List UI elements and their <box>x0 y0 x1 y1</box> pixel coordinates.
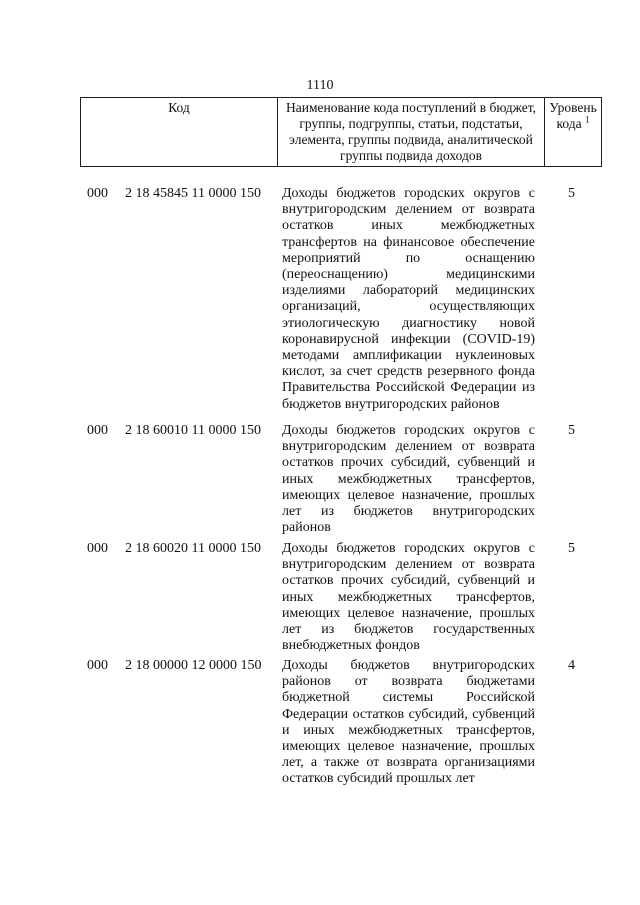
page-number: 1110 <box>306 78 334 93</box>
row-code: 2 18 45845 11 0000 150 <box>125 186 261 201</box>
row-level: 5 <box>568 423 575 438</box>
row-code: 2 18 60010 11 0000 150 <box>125 423 261 438</box>
row-code: 2 18 00000 12 0000 150 <box>125 658 262 673</box>
row-description: Доходы бюджетов городских округов с внутригородским делением от возврата остатков иных межбюджетных трансфертов на финансовое обеспечение мероприятий по оснащению (переоснащению) медицинскими изделиями лабораторий медицинских организаций, осуществляющих этиологическую диагностику новой коронавирусной инфекции (COVID-19) методами амплификации нуклеиновых кислот, за счет средств резервного фонда Правительства Российской Федерации из бюджетов внутригородских районов <box>282 186 535 412</box>
header-level <box>545 98 602 167</box>
row-prefix: 000 <box>87 541 108 556</box>
row-description: Доходы бюджетов городских округов с внутригородским делением от возврата остатков прочих субсидий, субвенций и иных межбюджетных трансфертов, имеющих целевое назначение, прошлых лет из бюджетов государственных внебюджетных фондов <box>282 541 535 654</box>
row-level: 5 <box>568 541 575 556</box>
row-prefix: 000 <box>87 658 108 673</box>
row-description: Доходы бюджетов внутригородских районов от возврата бюджетами бюджетной системы Российской Федерации остатков субсидий, субвенций и иных межбюджетных трансфертов, имеющих целевое назначение, прошлых лет, а также от возврата организациями остатков субсидий прошлых лет <box>282 658 535 787</box>
row-level: 5 <box>568 186 575 201</box>
row-prefix: 000 <box>87 186 108 201</box>
row-level: 4 <box>568 658 575 673</box>
header-code: Код <box>81 98 278 167</box>
header-level-label: Уровень <box>549 100 597 115</box>
header-level-footnote: 1 <box>584 114 590 125</box>
row-prefix: 000 <box>87 423 108 438</box>
header-level-suffix: кода <box>556 116 582 131</box>
column-header-table <box>80 97 602 167</box>
row-description: Доходы бюджетов городских округов с внутригородским делением от возврата остатков прочих субсидий, субвенций и иных межбюджетных трансфертов, имеющих целевое назначение, прошлых лет из бюджетов внутригородских районов <box>282 423 535 536</box>
row-code: 2 18 60020 11 0000 150 <box>125 541 261 556</box>
header-name: Наименование кода поступлений в бюджет, группы, подгруппы, статьи, подстатьи, элемента, группы подвида, аналитической группы подвида доходов <box>278 98 545 167</box>
